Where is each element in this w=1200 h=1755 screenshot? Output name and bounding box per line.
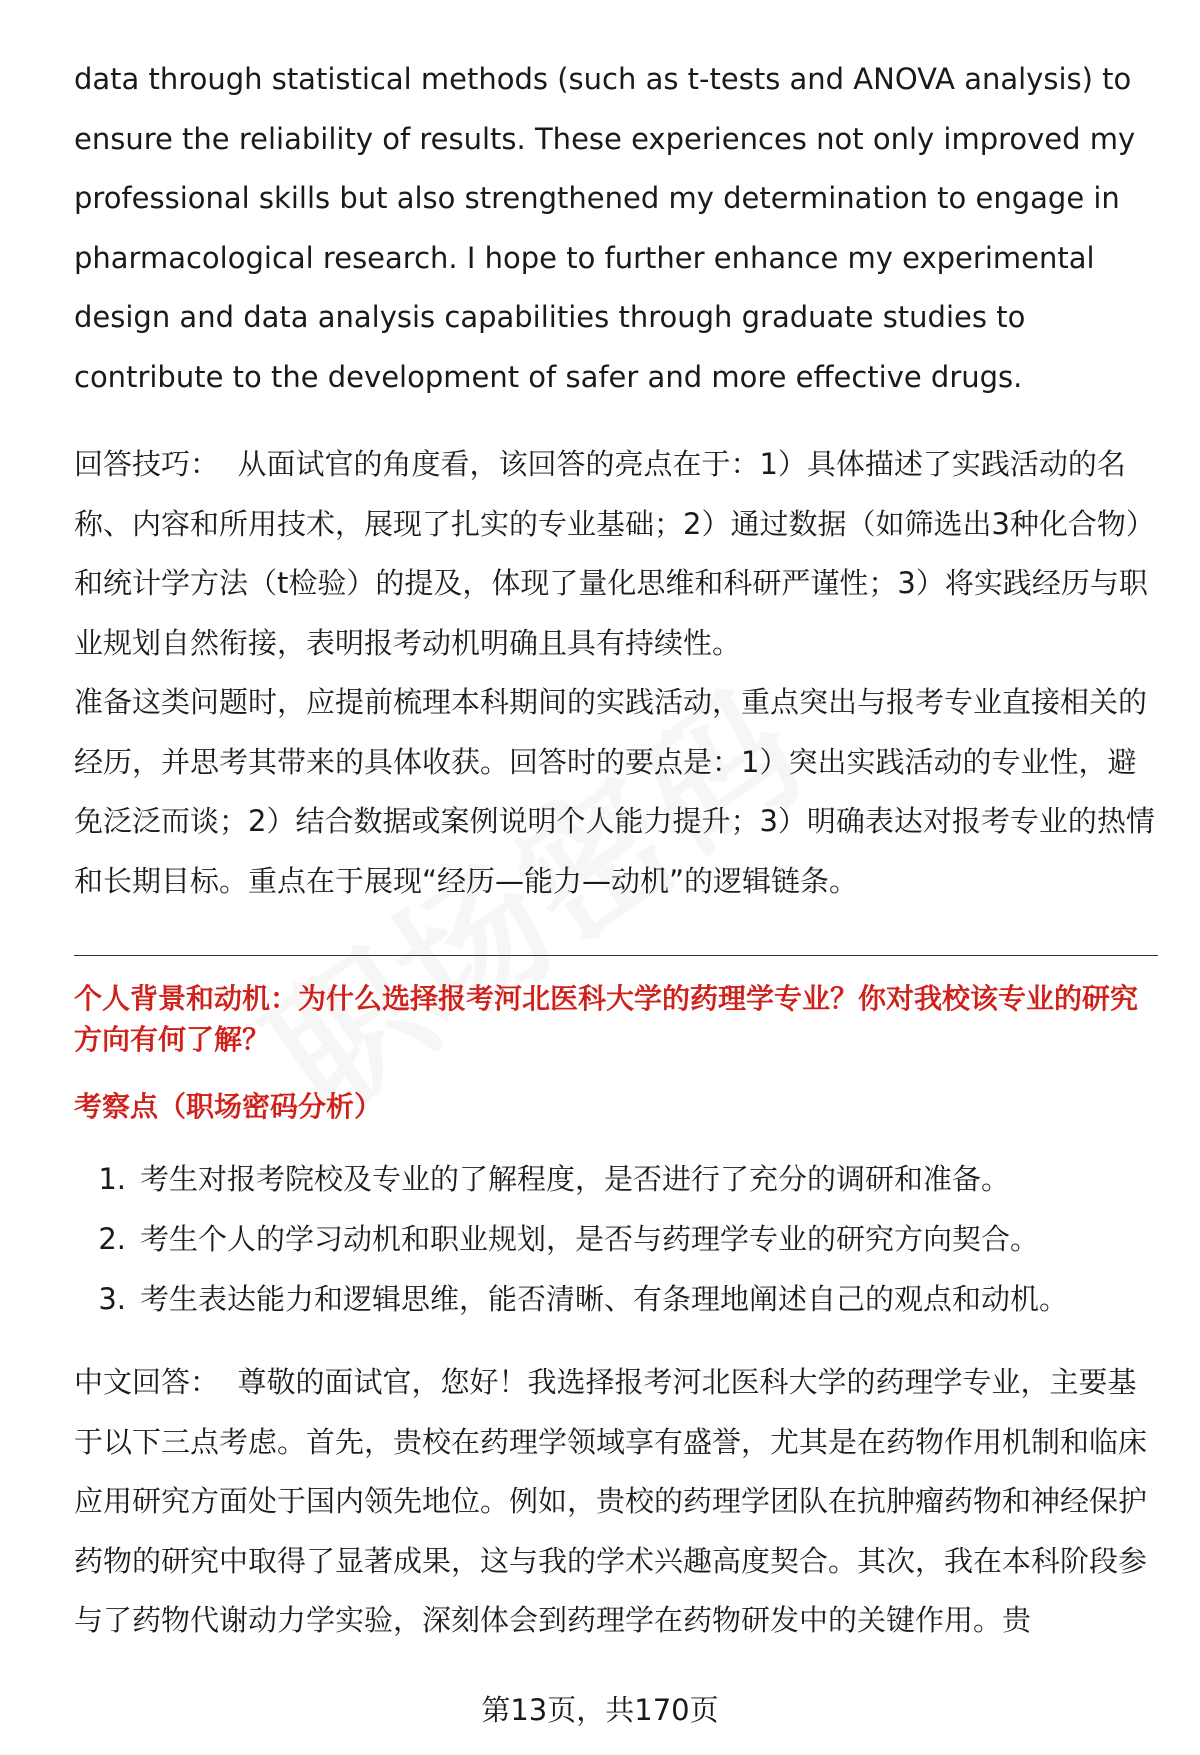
list-item — [74, 1209, 1158, 1269]
list-item-number: 3. — [98, 1282, 126, 1316]
answer-label: 中文回答： — [74, 1365, 220, 1399]
list-item-number: 1. — [98, 1162, 126, 1196]
list-item — [74, 1269, 1158, 1329]
list-item-text: 考生表达能力和逻辑思维，能否清晰、有条理地阐述自己的观点和动机。 — [140, 1282, 1069, 1316]
answer-text: 尊敬的面试官，您好！我选择报考河北医科大学的药理学专业，主要基于以下三点考虑。首先，贵校在药理学领域享有盛誉，尤其是在药物作用机制和临床应用研究方面处于国内领先地位。例如，贵校的药理学团队在抗肿瘤药物和神经保护药物的研究中取得了显著成果，这与我的学术兴趣高度契合。其次，我在本科阶段参与了药物代谢动力学实验，深刻体会到药理学在药物研发中的关键作用。贵 — [74, 1365, 1148, 1637]
tips-label: 回答技巧： — [74, 447, 220, 481]
tips-text: 从面试官的角度看，该回答的亮点在于：1）具体描述了实践活动的名称、内容和所用技术，展现了扎实的专业基础；2）通过数据（如筛选出3种化合物）和统计学方法（t检验）的提及，体现了量化思维和科研严谨性；3）将实践经历与职业规划自然衔接，表明报考动机明确且具有持续性。 — [74, 447, 1155, 660]
list-item-text: 考生对报考院校及专业的了解程度，是否进行了充分的调研和准备。 — [140, 1162, 1011, 1196]
tips-paragraph — [74, 435, 1158, 673]
tips-prep-paragraph: 准备这类问题时，应提前梳理本科期间的实践活动，重点突出与报考专业直接相关的经历，并思考其带来的具体收获。回答时的要点是：1）突出实践活动的专业性，避免泛泛而谈；2）结合数据或案例说明个人能力提升；3）明确表达对报考专业的热情和长期目标。重点在于展现“经历—能力—动机”的逻辑链条。 — [74, 685, 1155, 898]
list-item-text: 考生个人的学习动机和职业规划，是否与药理学专业的研究方向契合。 — [140, 1222, 1040, 1256]
question-heading: 个人背景和动机：为什么选择报考河北医科大学的药理学专业？你对我校该专业的研究方向有何了解？ — [74, 982, 1139, 1056]
tips-section — [74, 435, 1158, 911]
assessment-list — [74, 1149, 1158, 1329]
assessment-heading: 考察点（职场密码分析） — [74, 1090, 383, 1123]
list-item-number: 2. — [98, 1222, 126, 1256]
intro-paragraph: data through statistical methods (such as t-tests and ANOVA analysis) to ensure the reliability of results. These experiences not only improved my professional skills but also strengthened my determination to engage in pharmacological research. I hope to further enhance my experimental design and data analysis capabilities through graduate studies to contribute to the development of safer and more effective drugs. — [74, 62, 1136, 394]
list-item — [74, 1149, 1158, 1209]
answer-paragraph — [74, 1353, 1158, 1651]
section-divider — [74, 955, 1158, 956]
page-number: 第13页，共170页 — [481, 1693, 719, 1727]
document-page — [74, 50, 1158, 1680]
